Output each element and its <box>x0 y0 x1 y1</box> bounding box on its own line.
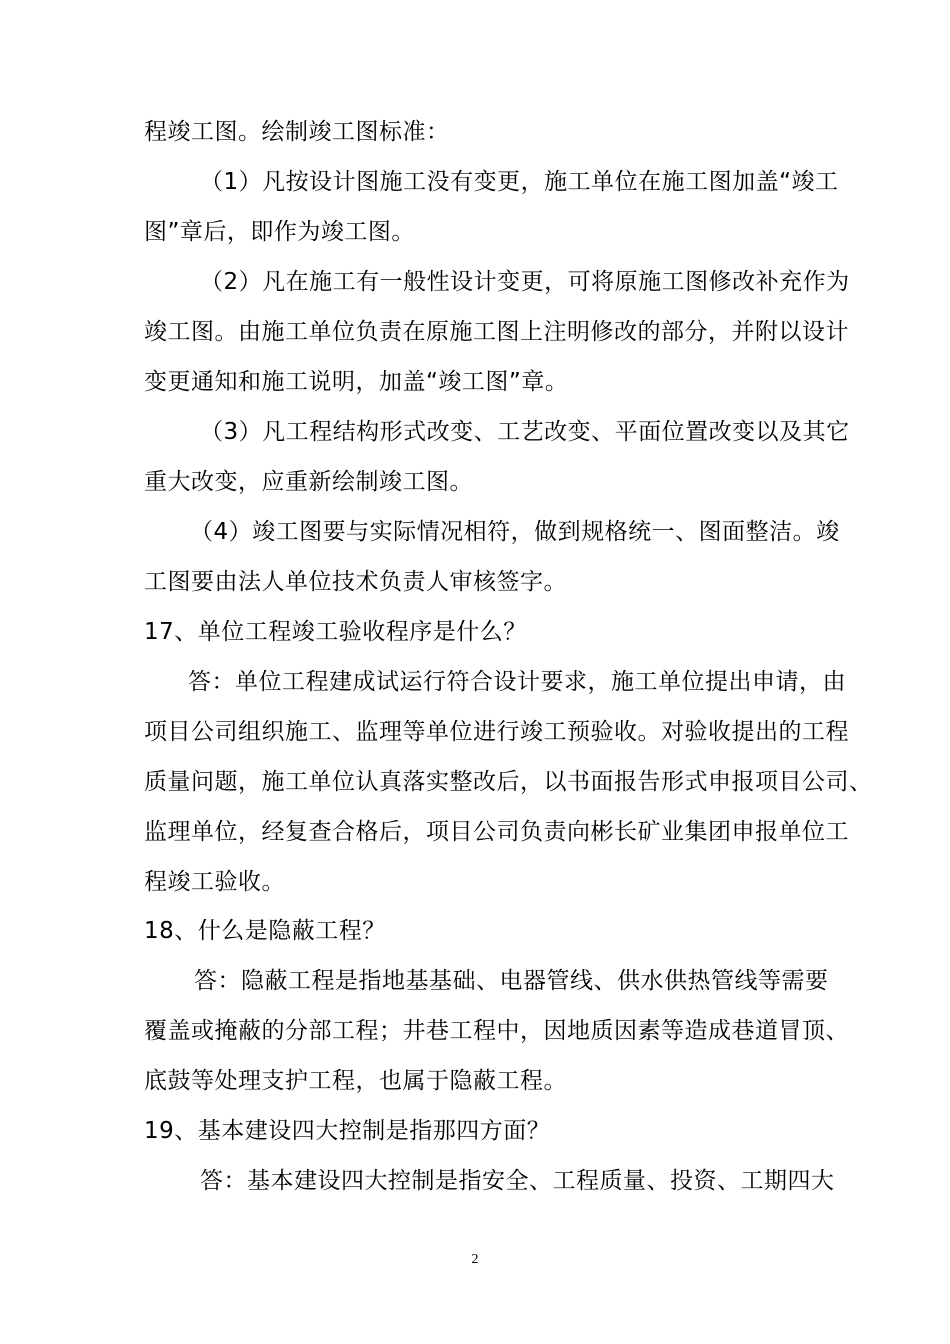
question-heading-17: 17、单位工程竣工验收程序是什么？ <box>144 619 527 645</box>
text-line: 底鼓等处理支护工程，也属于隐蔽工程。 <box>144 1068 567 1094</box>
text-line: 项目公司组织施工、监理等单位进行竣工预验收。对验收提出的工程 <box>144 719 849 745</box>
text-line: 覆盖或掩蔽的分部工程；井巷工程中，因地质因素等造成巷道冒顶、 <box>144 1018 849 1044</box>
answer-line: 答：基本建设四大控制是指安全、工程质量、投资、工期四大 <box>200 1168 835 1194</box>
question-heading-18: 18、什么是隐蔽工程？ <box>144 918 386 944</box>
text-line: （1）凡按设计图施工没有变更，施工单位在施工图加盖“竣工 <box>200 169 839 195</box>
text-line: （3）凡工程结构形式改变、工艺改变、平面位置改变以及其它 <box>200 419 850 445</box>
answer-line: 答：隐蔽工程是指地基基础、电器管线、供水供热管线等需要 <box>194 968 829 994</box>
text-line: 重大改变，应重新绘制竣工图。 <box>144 469 473 495</box>
text-line: 工图要由法人单位技术负责人审核签字。 <box>144 569 567 595</box>
question-heading-19: 19、基本建设四大控制是指那四方面？ <box>144 1118 551 1144</box>
text-line: 图”章后，即作为竣工图。 <box>144 219 415 245</box>
text-line: 质量问题，施工单位认真落实整改后，以书面报告形式申报项目公司、 <box>144 769 873 795</box>
text-line: 程竣工图。绘制竣工图标准： <box>144 119 450 145</box>
text-line: 监理单位，经复查合格后，项目公司负责向彬长矿业集团申报单位工 <box>144 819 849 845</box>
text-line: （2）凡在施工有一般性设计变更，可将原施工图修改补充作为 <box>200 269 850 295</box>
text-line: 竣工图。由施工单位负责在原施工图上注明修改的部分，并附以设计 <box>144 319 849 345</box>
text-line: 程竣工验收。 <box>144 869 285 895</box>
text-line: （4）竣工图要与实际情况相符，做到规格统一、图面整洁。竣 <box>190 519 840 545</box>
page-number: 2 <box>471 1252 479 1267</box>
answer-line: 答：单位工程建成试运行符合设计要求，施工单位提出申请，由 <box>188 669 846 695</box>
text-line: 变更通知和施工说明，加盖“竣工图”章。 <box>144 369 569 395</box>
